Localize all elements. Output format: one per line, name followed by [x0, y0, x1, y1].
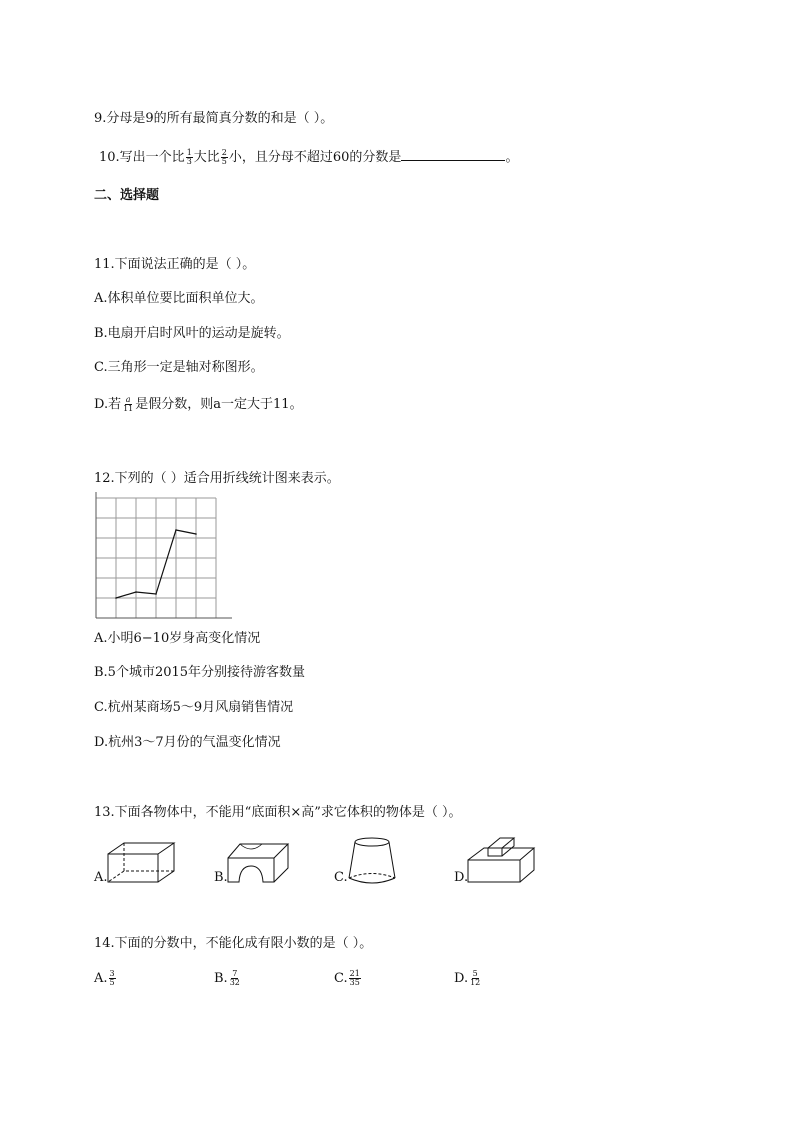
fraction-denominator: 12: [470, 978, 481, 987]
fraction-numerator: 21: [349, 969, 360, 978]
q13-option-b[interactable]: B.: [214, 870, 228, 885]
fraction-denominator: 5: [221, 157, 227, 166]
q14-option-a[interactable]: [94, 970, 117, 987]
q11-option-d-suffix: 是假分数，则a一定大于11。: [135, 397, 303, 412]
stepped-block-figure: [466, 834, 540, 886]
q10-end: 。: [505, 150, 519, 165]
q12-option-d[interactable]: D.杭州3～7月份的气温变化情况: [94, 735, 281, 750]
fraction-numerator: 3: [109, 969, 115, 978]
fraction: [221, 149, 228, 166]
fraction: [109, 970, 116, 987]
fraction-numerator: 2: [221, 148, 227, 157]
q11-option-c[interactable]: C.三角形一定是轴对称图形。: [94, 360, 264, 375]
answer-blank[interactable]: [401, 148, 505, 161]
fraction-numerator: a: [125, 395, 131, 404]
section-title: 二、选择题: [94, 188, 160, 203]
fraction-numerator: 5: [472, 969, 478, 978]
fraction-denominator: 3: [186, 157, 192, 166]
q14-option-b[interactable]: [214, 970, 242, 987]
q12-option-a[interactable]: A.小明6−10岁身高变化情况: [94, 631, 261, 646]
q12-option-b[interactable]: B.5个城市2015年分别接待游客数量: [94, 665, 306, 680]
fraction-denominator: 11: [123, 404, 134, 413]
cuboid-figure: [106, 840, 176, 885]
q13-option-c[interactable]: C.: [334, 870, 348, 885]
q11-option-d-prefix: D.若: [94, 397, 122, 412]
q10-suffix: 小，且分母不超过60的分数是: [228, 150, 402, 165]
question-13-stem: 13.下面各物体中，不能用“底面积×高”求它体积的物体是（ ）。: [94, 805, 462, 820]
data-point: [115, 597, 117, 599]
q13-option-a[interactable]: A.: [94, 870, 108, 885]
data-point: [155, 593, 157, 595]
question-12-stem: 12.下列的（ ）适合用折线统计图来表示。: [94, 471, 340, 486]
q14-option-d[interactable]: [454, 970, 482, 987]
fraction-denominator: 5: [109, 978, 115, 987]
fraction-numerator: 7: [232, 969, 238, 978]
option-label: C.: [334, 971, 348, 986]
line-chart: [94, 500, 234, 622]
q11-option-a[interactable]: A.体积单位要比面积单位大。: [94, 291, 264, 306]
frustum-figure: [344, 836, 400, 886]
fraction-denominator: 32: [229, 978, 240, 987]
arch-block-figure: [226, 840, 296, 885]
fraction: [229, 970, 241, 987]
fraction-numerator: 1: [186, 148, 192, 157]
data-point: [175, 529, 177, 531]
option-label: B.: [214, 971, 228, 986]
option-label: D.: [454, 971, 469, 986]
q10-mid: 大比: [193, 150, 220, 165]
fraction-denominator: 35: [349, 978, 360, 987]
fraction: [122, 396, 134, 413]
option-label: A.: [94, 971, 108, 986]
question-11-stem: 11.下面说法正确的是（ ）。: [94, 257, 256, 272]
data-point: [195, 533, 197, 535]
question-14-stem: 14.下面的分数中，不能化成有限小数的是（ ）。: [94, 936, 373, 951]
q11-option-b[interactable]: B.电扇开启时风叶的运动是旋转。: [94, 326, 290, 341]
data-point: [135, 591, 137, 593]
fraction: [186, 149, 193, 166]
fraction: [349, 970, 361, 987]
fraction: [469, 970, 481, 987]
q13-option-d[interactable]: D.: [454, 870, 469, 885]
q12-option-c[interactable]: C.杭州某商场5～9月风扇销售情况: [94, 700, 294, 715]
question-10: [99, 148, 518, 167]
q11-option-d[interactable]: [94, 396, 303, 414]
q10-prefix: 10.写出一个比: [99, 150, 185, 165]
question-9: 9.分母是9的所有最简真分数的和是（ ）。: [94, 111, 334, 126]
q14-option-c[interactable]: [334, 970, 362, 987]
